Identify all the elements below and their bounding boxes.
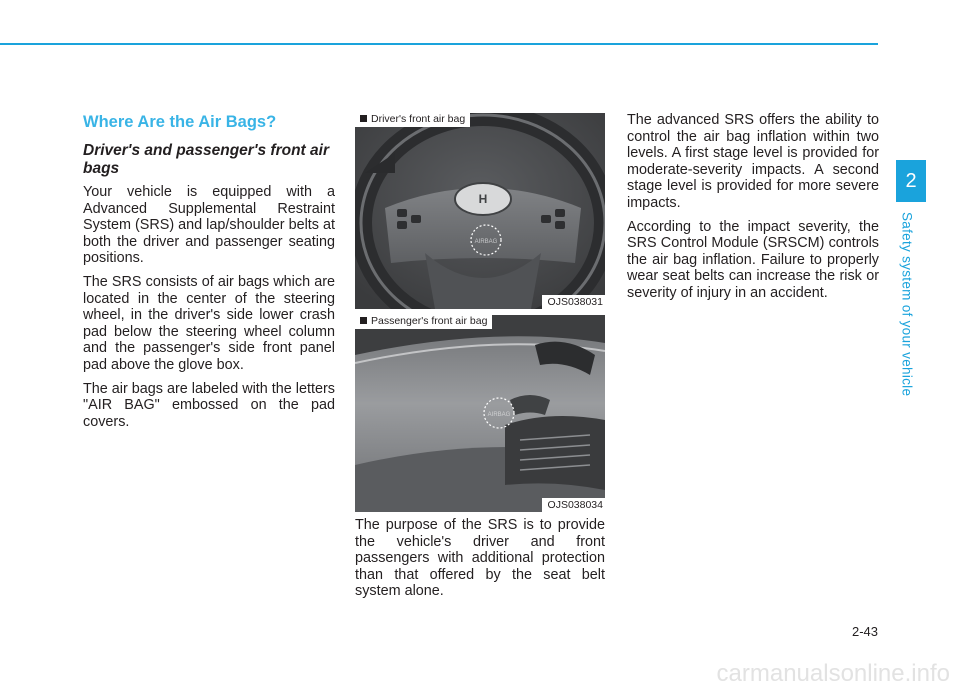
steering-wheel-illustration — [355, 113, 605, 309]
paragraph: The air bags are labeled with the letters "AIR BAG" embossed on the pad covers. — [83, 380, 335, 430]
bullet-square-icon — [360, 115, 367, 122]
left-column — [83, 112, 335, 437]
figure-passenger-airbag — [355, 315, 605, 512]
chapter-title: Safety system of your vehicle — [899, 212, 915, 397]
figure-code: OJS038034 — [542, 498, 605, 512]
page-number: 2-43 — [851, 624, 878, 639]
right-column — [627, 112, 879, 309]
svg-text:H: H — [478, 192, 488, 206]
paragraph: The SRS consists of air bags which are located in the center of the steering wheel, in the driver's side lower crash pad below the steering wheel column and the passenger's side front panel pad above the glove box. — [83, 273, 335, 373]
figure-caption: Passenger's front air bag — [355, 315, 492, 329]
middle-column-text — [355, 517, 605, 607]
subsection-title: Driver's and passenger's front air bags — [83, 142, 329, 177]
top-rule — [0, 43, 878, 45]
dashboard-illustration — [355, 315, 605, 512]
watermark: carmanualsonline.info — [716, 660, 950, 687]
airbag-emboss: AIRBAG — [474, 239, 498, 245]
paragraph: The purpose of the SRS is to provide the vehicle's driver and front passengers with additional protection than that offered by the seat belt system alone. — [355, 517, 605, 600]
section-title: Where Are the Air Bags? — [83, 113, 277, 131]
figure-caption: Driver's front air bag — [355, 113, 470, 127]
paragraph: The advanced SRS offers the ability to control the air bag inflation within two levels. A first stage level is provided for moderate-severity impacts. A second stage level is provided for more severe impacts. — [627, 112, 879, 211]
paragraph: Your vehicle is equipped with a Advanced Supplemental Restraint System (SRS) and lap/shoulder belts at both the driver and passenger seating positions. — [83, 184, 335, 267]
paragraph: According to the impact severity, the SRS Control Module (SRSCM) controls the air bag inflation. Failure to properly wear seat belts can increase the risk or severity of injury in an accident. — [627, 218, 879, 301]
figure-code: OJS038031 — [542, 295, 605, 309]
figure-driver-airbag — [355, 113, 605, 309]
chapter-tab: 2 — [896, 160, 926, 202]
bullet-square-icon — [360, 317, 367, 324]
airbag-emboss: AIRBAG — [487, 412, 511, 418]
